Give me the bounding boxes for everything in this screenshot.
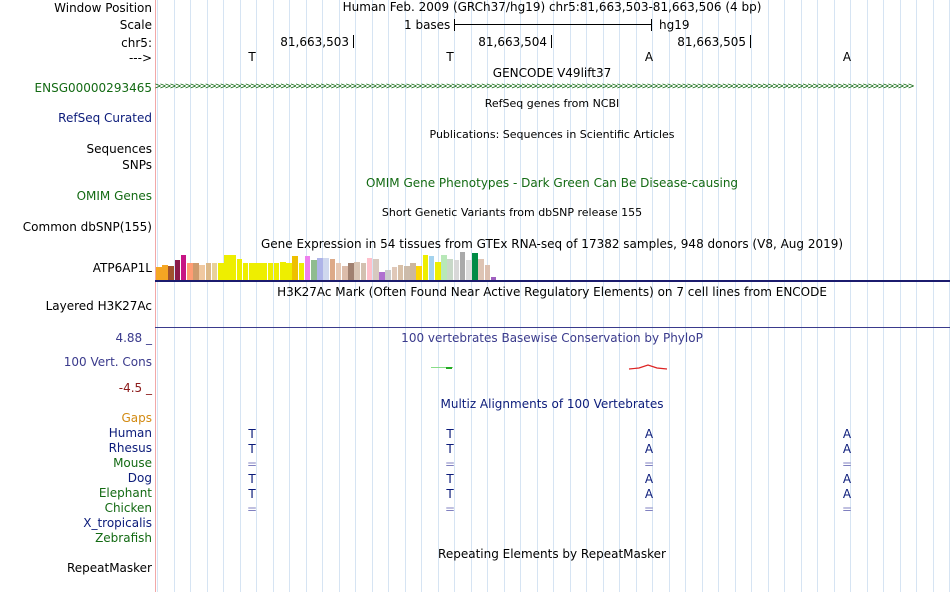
reference-base: T [446,50,454,64]
gencode-track-label[interactable]: ENSG00000293465 [34,81,152,95]
alignment-base: T [446,442,454,456]
refseq-track-label[interactable]: RefSeq Curated [58,111,152,125]
alignment-base: T [248,427,256,441]
alignment-base: T [248,472,256,486]
species-label-mouse[interactable]: Mouse [113,456,152,470]
chrom-coordinate-tick [353,35,354,48]
gtex-tissue-bar[interactable] [373,259,379,280]
window-position-label: Window Position [54,1,152,15]
phylop-signal-red [625,362,671,372]
gtex-tissue-bar[interactable] [261,263,267,280]
gtex-tissue-bar[interactable] [230,255,236,280]
gtex-tissue-bar[interactable] [392,267,398,280]
chrom-coordinate-label: 81,663,503 [280,35,349,49]
gtex-tissue-bar[interactable] [398,265,404,280]
alignment-base: A [644,427,654,441]
gtex-tissue-bar[interactable] [367,258,373,280]
chrom-coordinate-tick [551,35,552,48]
alignment-base: A [644,472,654,486]
alignment-base: = [643,457,655,471]
publications-track-label-sequences[interactable]: Sequences [86,142,152,156]
scale-bar [454,19,652,31]
gtex-tissue-bar[interactable] [410,263,416,280]
chrom-coordinate-label: 81,663,505 [677,35,746,49]
publications-track-label-snps[interactable]: SNPs [122,158,152,172]
gtex-tissue-bar[interactable] [336,263,342,280]
h3k27ac-track-title: H3K27Ac Mark (Often Found Near Active Regulatory Elements) on 7 cell lines from ENCODE [277,285,827,299]
gtex-tissue-bar[interactable] [478,259,484,280]
gtex-baseline [155,280,950,282]
species-label-x_tropicalis[interactable]: X_tropicalis [83,516,152,530]
gtex-tissue-bar[interactable] [342,266,348,280]
gtex-tissue-bar[interactable] [168,266,174,280]
alignment-base: A [842,427,852,441]
gtex-tissue-bar[interactable] [379,272,385,280]
multiz-track-title: Multiz Alignments of 100 Vertebrates [440,397,664,411]
strand-label: ---> [128,51,152,65]
gtex-tissue-bar[interactable] [361,263,367,280]
species-label-elephant[interactable]: Elephant [98,486,152,500]
gtex-track-label[interactable]: ATP6AP1L [92,261,152,275]
gtex-tissue-bar[interactable] [311,260,317,280]
alignment-base: = [246,502,258,516]
h3k27ac-track-label[interactable]: Layered H3K27Ac [45,299,152,313]
gtex-tissue-bar[interactable] [212,263,218,280]
gtex-tissue-bar[interactable] [175,260,181,280]
scale-assembly: hg19 [659,18,690,32]
chrom-coordinate-tick [750,35,751,48]
alignment-base: A [842,472,852,486]
gtex-tissue-bar[interactable] [317,258,323,280]
dbsnp-track-title: Short Genetic Variants from dbSNP release 155 [381,206,643,219]
gtex-tissue-bar[interactable] [354,262,360,280]
gtex-tissue-bar[interactable] [187,263,193,280]
gtex-tissue-bar[interactable] [385,270,391,280]
gtex-tissue-bar[interactable] [218,263,224,280]
species-label-zebrafish[interactable]: Zebrafish [95,531,152,545]
gtex-tissue-bar[interactable] [243,263,249,280]
species-label-dog[interactable]: Dog [127,471,152,485]
track-data-area[interactable] [155,0,950,592]
chrom-label: chr5: [121,36,152,50]
alignment-base: T [248,487,256,501]
dbsnp-track-label[interactable]: Common dbSNP(155) [22,220,152,234]
publications-track-title: Publications: Sequences in Scientific Articles [429,128,675,141]
window-position-text: Human Feb. 2009 (GRCh37/hg19) chr5:81,663,503-81,663,506 (4 bp) [342,0,762,14]
gtex-tissue-bar[interactable] [286,263,292,280]
gtex-tissue-bar[interactable] [199,265,205,280]
gtex-tissue-bar[interactable] [472,253,478,280]
gtex-tissue-bar[interactable] [447,259,453,280]
gtex-tissue-bar[interactable] [255,263,261,280]
gaps-label[interactable]: Gaps [121,411,152,425]
alignment-base: A [644,487,654,501]
repeatmasker-track-title: Repeating Elements by RepeatMasker [438,547,666,561]
alignment-base: T [446,487,454,501]
gtex-tissue-bar[interactable] [485,265,491,280]
gtex-tissue-bar[interactable] [280,262,286,280]
alignment-base: = [841,502,853,516]
gtex-tissue-bar[interactable] [292,256,298,280]
species-label-chicken[interactable]: Chicken [104,501,152,515]
gtex-tissue-bar[interactable] [249,263,255,280]
gtex-tissue-bar[interactable] [224,255,230,280]
repeatmasker-track-label[interactable]: RepeatMasker [66,561,152,575]
species-label-rhesus[interactable]: Rhesus [108,441,152,455]
refseq-track-title: RefSeq genes from NCBI [484,97,620,110]
gtex-tissue-bar[interactable] [441,255,447,280]
gtex-tissue-bar[interactable] [237,259,243,280]
phylop-signal-green-peak [446,367,452,369]
alignment-base: A [842,442,852,456]
gencode-gene-feature[interactable]: >>>>>>>>>>>>>>>>>>>>>>>>>>>>>>>>>>>>>>>>>>>>>>>>>>>>>>>>>>>>>>>>>>>>>>>>>>>>>>>>>>>>>>>>>>>>>>>>>>>>>>>>>>>>>>>>>>>>>>>>>>>>>>>>>>>>>>>>>>>>>>>>>>>>>>> [155,81,914,92]
chrom-coordinate-label: 81,663,504 [478,35,547,49]
gtex-tissue-bar[interactable] [429,256,435,280]
gtex-tissue-bar[interactable] [416,266,422,280]
gtex-tissue-bar[interactable] [348,263,354,280]
phylop-track-label[interactable]: 100 Vert. Cons [63,355,152,369]
species-label-human[interactable]: Human [108,426,152,440]
gtex-tissue-bar[interactable] [466,260,472,280]
gtex-tissue-bar[interactable] [404,266,410,280]
phylop-track-title: 100 vertebrates Basewise Conservation by PhyloP [401,331,703,345]
alignment-base: = [246,457,258,471]
gencode-track-title: GENCODE V49lift37 [492,66,612,80]
track-label-column [0,0,155,592]
alignment-base: = [841,457,853,471]
gtex-tissue-bar[interactable] [162,265,168,280]
reference-base: A [842,50,852,64]
gtex-tissue-bar[interactable] [460,252,466,280]
omim-track-title: OMIM Gene Phenotypes - Dark Green Can Be Disease-causing [365,176,739,190]
gtex-tissue-bar[interactable] [156,267,162,280]
alignment-base: = [444,457,456,471]
gtex-tissue-bar[interactable] [274,263,280,280]
gtex-tissue-bar[interactable] [181,255,187,280]
alignment-base: = [444,502,456,516]
gtex-tissue-bar[interactable] [193,263,199,280]
gtex-tissue-bar[interactable] [323,258,329,280]
gtex-tissue-bar[interactable] [435,262,441,280]
gtex-tissue-bar[interactable] [423,255,429,280]
alignment-base: A [644,442,654,456]
h3k27ac-baseline [155,327,950,328]
alignment-base: T [248,442,256,456]
reference-base: T [248,50,256,64]
alignment-base: T [446,472,454,486]
gtex-expression-bars[interactable] [155,251,950,280]
gtex-tissue-bar[interactable] [206,263,212,280]
reference-base: A [644,50,654,64]
scale-label: Scale [119,18,152,32]
gtex-tissue-bar[interactable] [305,256,311,280]
scale-value: 1 bases [404,18,451,32]
phylop-max-label: 4.88 _ [115,331,152,345]
gtex-tissue-bar[interactable] [330,259,336,280]
omim-track-label[interactable]: OMIM Genes [76,189,152,203]
phylop-min-label: -4.5 _ [118,381,152,395]
gtex-track-title: Gene Expression in 54 tissues from GTEx RNA-seq of 17382 samples, 948 donors (V8, Aug 2019) [260,237,844,251]
gtex-tissue-bar[interactable] [268,263,274,280]
alignment-base: T [446,427,454,441]
alignment-base: A [842,487,852,501]
gtex-tissue-bar[interactable] [454,260,460,280]
gtex-tissue-bar[interactable] [299,263,305,280]
alignment-base: = [643,502,655,516]
